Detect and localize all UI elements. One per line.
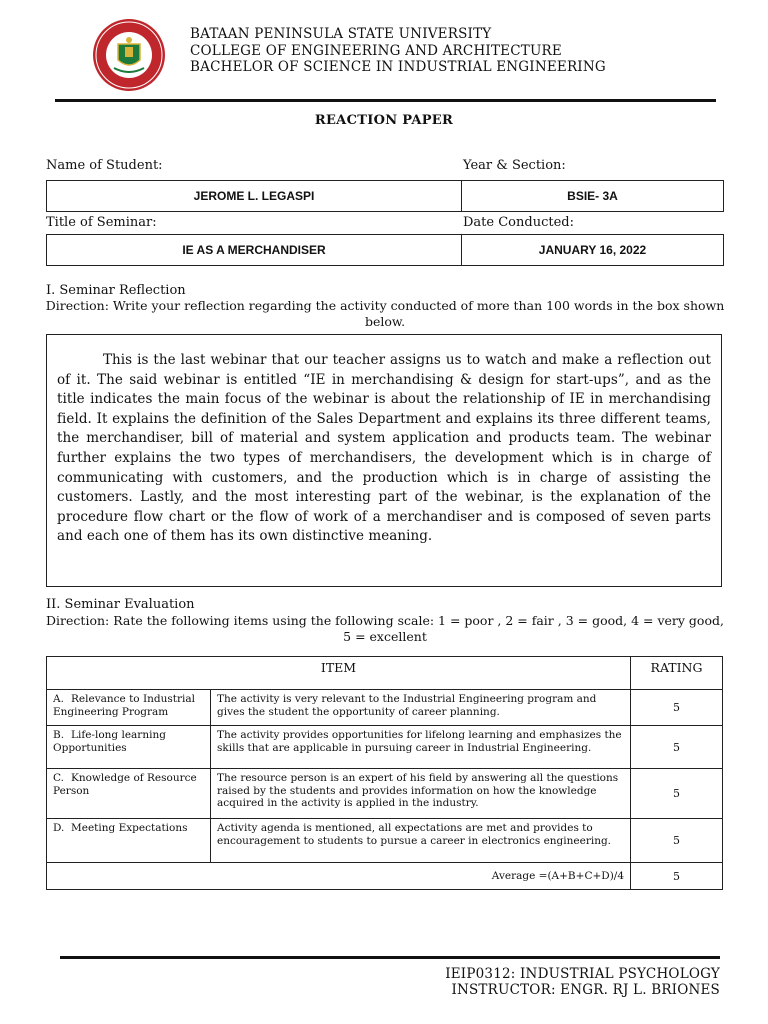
item-name: Knowledge of Resource Person bbox=[53, 772, 197, 797]
page-title: REACTION PAPER bbox=[314, 113, 454, 128]
table-row bbox=[47, 690, 723, 726]
item-description: The resource person is an expert of his field by answering all the questions raised by the students and provides information on how the knowledge acquired in the activity is applied in the industry. bbox=[211, 769, 631, 819]
item-letter: A. bbox=[53, 693, 64, 705]
item-letter: B. bbox=[53, 729, 65, 741]
rating-column-header: RATING bbox=[631, 657, 723, 690]
table-row bbox=[47, 769, 723, 819]
name-value: JEROME L. LEGASPI bbox=[193, 189, 315, 203]
item-description: The activity is very relevant to the Industrial Engineering program and gives the student the opportunity of career planning. bbox=[211, 690, 631, 726]
evaluation-direction: Direction: Rate the following items using the following scale: 1 = poor , 2 = fair , 3 = good, 4 = very good, 5 = excellent bbox=[46, 613, 724, 644]
item-rating: 5 bbox=[631, 690, 723, 726]
item-name: Meeting Expectations bbox=[71, 822, 188, 834]
item-name: Life-long learning Opportunities bbox=[53, 729, 166, 754]
average-row bbox=[47, 863, 723, 890]
seminar-label: Title of Seminar: bbox=[46, 215, 157, 230]
date-value-box bbox=[461, 234, 724, 266]
item-description: The activity provides opportunities for lifelong learning and emphasizes the skills that are applicable in pursuing career in Industrial Engineering. bbox=[211, 726, 631, 769]
seminar-value: IE AS A MERCHANDISER bbox=[182, 243, 326, 257]
evaluation-table bbox=[46, 656, 723, 890]
name-label: Name of Student: bbox=[46, 158, 163, 173]
evaluation-heading: II. Seminar Evaluation bbox=[46, 597, 195, 612]
section-value: BSIE- 3A bbox=[567, 189, 618, 203]
item-description: Activity agenda is mentioned, all expectations are met and provides to encouragement to students to pursue a career in electronics engineering. bbox=[211, 819, 631, 863]
reflection-box bbox=[46, 334, 722, 587]
document-footer bbox=[445, 966, 720, 998]
university-seal-logo bbox=[92, 18, 166, 92]
date-value: JANUARY 16, 2022 bbox=[538, 243, 647, 257]
item-rating: 5 bbox=[631, 819, 723, 863]
item-letter: C. bbox=[53, 772, 64, 784]
table-row bbox=[47, 819, 723, 863]
item-cell bbox=[47, 690, 211, 726]
table-row bbox=[47, 726, 723, 769]
seminar-value-box bbox=[46, 234, 462, 266]
program-name: BACHELOR OF SCIENCE IN INDUSTRIAL ENGINEERING bbox=[190, 59, 606, 75]
date-label: Date Conducted: bbox=[463, 215, 574, 230]
item-name: Relevance to Industrial Engineering Program bbox=[53, 693, 195, 718]
instructor-name: INSTRUCTOR: ENGR. RJ L. BRIONES bbox=[451, 982, 720, 998]
document-header bbox=[190, 26, 606, 76]
item-letter: D. bbox=[53, 822, 65, 834]
item-rating: 5 bbox=[631, 769, 723, 819]
average-value: 5 bbox=[631, 863, 723, 890]
reflection-text: This is the last webinar that our teacher assigns us to watch and make a reflection out of it. The said webinar is entitled “IE in merchandising & design for start-ups”, and as the title indicates the main focus of the webinar is about the relationship of IE in merchandising field. It explains the definition of the Sales Department and explains its three different teams, the merchandiser, bill of material and system application and products team. The webinar further explains the two types of merchandisers, the development which is in charge of communicating with customers, and the production which is in charge of assisting the customers. Lastly, and the most interesting part of the webinar, is the explanation of the procedure flow chart or the flow of work of a merchandiser and is composed of seven parts and each one of them has its own distinctive meaning. bbox=[57, 352, 711, 545]
reflection-heading: I. Seminar Reflection bbox=[46, 283, 186, 298]
section-value-box bbox=[461, 180, 724, 212]
footer-divider bbox=[60, 956, 720, 959]
university-name: BATAAN PENINSULA STATE UNIVERSITY bbox=[190, 26, 492, 42]
reflection-direction: Direction: Write your reflection regarding the activity conducted of more than 100 words in the box shown below. bbox=[45, 298, 725, 329]
item-cell bbox=[47, 769, 211, 819]
college-name: COLLEGE OF ENGINEERING AND ARCHITECTURE bbox=[190, 42, 562, 59]
course-code: IEIP0312: INDUSTRIAL PSYCHOLOGY bbox=[445, 966, 720, 982]
item-cell bbox=[47, 819, 211, 863]
item-rating: 5 bbox=[631, 726, 723, 769]
name-value-box bbox=[46, 180, 462, 212]
table-header-row bbox=[47, 657, 723, 690]
item-column-header: ITEM bbox=[47, 657, 631, 690]
section-label: Year & Section: bbox=[463, 158, 566, 173]
header-divider bbox=[55, 99, 716, 102]
average-label: Average =(A+B+C+D)/4 bbox=[47, 863, 631, 890]
item-cell bbox=[47, 726, 211, 769]
